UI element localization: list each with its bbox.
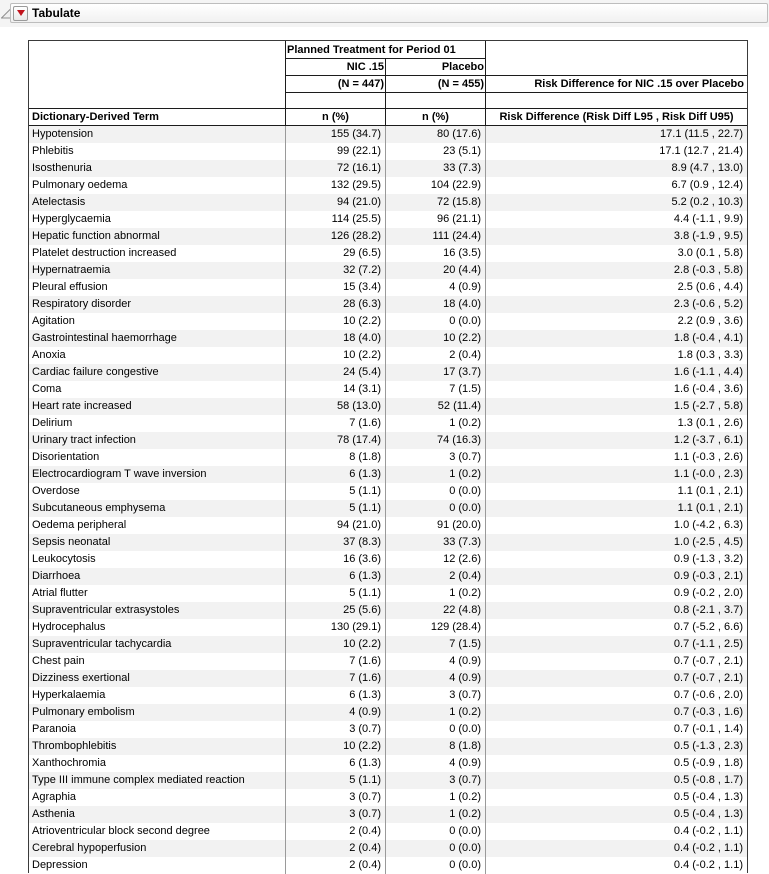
placebo-value-cell: 10 (2.2)	[385, 330, 485, 347]
risk-value-cell: 0.7 (-0.7 , 2.1)	[485, 670, 747, 687]
placebo-value-cell: 91 (20.0)	[385, 517, 485, 534]
nic-value-cell: 126 (28.2)	[285, 228, 385, 245]
placebo-value-cell: 33 (7.3)	[385, 534, 485, 551]
nic-value-cell: 94 (21.0)	[285, 194, 385, 211]
nic-value-cell: 3 (0.7)	[285, 721, 385, 738]
table-row[interactable]	[29, 160, 747, 177]
risk-value-cell: 0.8 (-2.1 , 3.7)	[485, 602, 747, 619]
column-divider	[285, 126, 286, 874]
nic-value-cell: 58 (13.0)	[285, 398, 385, 415]
risk-value-cell: 0.5 (-0.9 , 1.8)	[485, 755, 747, 772]
placebo-stat-header: n (%)	[386, 109, 485, 125]
table-row[interactable]	[29, 568, 747, 585]
term-cell: Overdose	[29, 483, 285, 500]
placebo-value-cell: 0 (0.0)	[385, 500, 485, 517]
term-cell: Electrocardiogram T wave inversion	[29, 466, 285, 483]
term-cell: Urinary tract infection	[29, 432, 285, 449]
table-row[interactable]	[29, 194, 747, 211]
placebo-value-cell: 0 (0.0)	[385, 721, 485, 738]
placebo-value-cell: 1 (0.2)	[385, 704, 485, 721]
table-row[interactable]	[29, 806, 747, 823]
risk-value-cell: 17.1 (11.5 , 22.7)	[485, 126, 747, 143]
nic-value-cell: 5 (1.1)	[285, 585, 385, 602]
term-cell: Asthenia	[29, 806, 285, 823]
nic-value-cell: 6 (1.3)	[285, 687, 385, 704]
table-row[interactable]	[29, 551, 747, 568]
term-cell: Pulmonary oedema	[29, 177, 285, 194]
placebo-value-cell: 111 (24.4)	[385, 228, 485, 245]
nic-value-cell: 132 (29.5)	[285, 177, 385, 194]
column-divider	[385, 126, 386, 874]
table-row[interactable]	[29, 670, 747, 687]
term-cell: Chest pain	[29, 653, 285, 670]
nic-value-cell: 7 (1.6)	[285, 670, 385, 687]
table-row[interactable]	[29, 857, 747, 874]
term-cell: Subcutaneous emphysema	[29, 500, 285, 517]
nic-value-cell: 24 (5.4)	[285, 364, 385, 381]
header-divider	[285, 58, 486, 59]
term-cell: Type III immune complex mediated reaction	[29, 772, 285, 789]
term-cell: Hyperkalaemia	[29, 687, 285, 704]
risk-value-cell: 0.5 (-0.4 , 1.3)	[485, 789, 747, 806]
risk-value-cell: 8.9 (4.7 , 13.0)	[485, 160, 747, 177]
table-row[interactable]	[29, 245, 747, 262]
nic-value-cell: 6 (1.3)	[285, 466, 385, 483]
nic-value-cell: 10 (2.2)	[285, 347, 385, 364]
nic-value-cell: 10 (2.2)	[285, 738, 385, 755]
risk-value-cell: 0.4 (-0.2 , 1.1)	[485, 857, 747, 874]
placebo-value-cell: 3 (0.7)	[385, 687, 485, 704]
placebo-n-label: (N = 455)	[387, 76, 484, 92]
term-cell: Hepatic function abnormal	[29, 228, 285, 245]
header-divider	[285, 75, 747, 76]
nic-value-cell: 10 (2.2)	[285, 636, 385, 653]
placebo-value-cell: 23 (5.1)	[385, 143, 485, 160]
nic-value-cell: 37 (8.3)	[285, 534, 385, 551]
term-column-header: Dictionary-Derived Term	[32, 109, 282, 125]
placebo-value-cell: 52 (11.4)	[385, 398, 485, 415]
risk-value-cell: 3.8 (-1.9 , 9.5)	[485, 228, 747, 245]
placebo-value-cell: 1 (0.2)	[385, 806, 485, 823]
table-row[interactable]	[29, 466, 747, 483]
table-row[interactable]	[29, 789, 747, 806]
risk-value-cell: 1.0 (-2.5 , 4.5)	[485, 534, 747, 551]
risk-value-cell: 1.0 (-4.2 , 6.3)	[485, 517, 747, 534]
nic-value-cell: 15 (3.4)	[285, 279, 385, 296]
table-body	[29, 126, 747, 874]
header-divider	[29, 108, 747, 109]
placebo-value-cell: 22 (4.8)	[385, 602, 485, 619]
term-cell: Gastrointestinal haemorrhage	[29, 330, 285, 347]
risk-value-cell: 1.1 (-0.3 , 2.6)	[485, 449, 747, 466]
nic-value-cell: 2 (0.4)	[285, 857, 385, 874]
nic-value-cell: 78 (17.4)	[285, 432, 385, 449]
risk-value-cell: 0.7 (-0.1 , 1.4)	[485, 721, 747, 738]
placebo-value-cell: 4 (0.9)	[385, 653, 485, 670]
term-cell: Atrioventricular block second degree	[29, 823, 285, 840]
placebo-value-cell: 17 (3.7)	[385, 364, 485, 381]
nic-value-cell: 130 (29.1)	[285, 619, 385, 636]
term-cell: Atelectasis	[29, 194, 285, 211]
nic-value-cell: 2 (0.4)	[285, 823, 385, 840]
term-cell: Coma	[29, 381, 285, 398]
nic-value-cell: 3 (0.7)	[285, 806, 385, 823]
risk-value-cell: 0.9 (-0.3 , 2.1)	[485, 568, 747, 585]
nic-value-cell: 5 (1.1)	[285, 483, 385, 500]
risk-value-cell: 2.5 (0.6 , 4.4)	[485, 279, 747, 296]
group-header-cell: Planned Treatment for Period 01	[287, 42, 485, 58]
table-row[interactable]	[29, 381, 747, 398]
placebo-value-cell: 96 (21.1)	[385, 211, 485, 228]
placebo-value-cell: 2 (0.4)	[385, 347, 485, 364]
table-row[interactable]	[29, 432, 747, 449]
header-divider	[285, 92, 747, 93]
risk-value-cell: 1.3 (0.1 , 2.6)	[485, 415, 747, 432]
table-row[interactable]	[29, 228, 747, 245]
nic-value-cell: 4 (0.9)	[285, 704, 385, 721]
table-row[interactable]	[29, 296, 747, 313]
term-cell: Cerebral hypoperfusion	[29, 840, 285, 857]
red-triangle-menu-button[interactable]	[13, 6, 28, 21]
term-cell: Agitation	[29, 313, 285, 330]
term-cell: Hypotension	[29, 126, 285, 143]
table-row[interactable]	[29, 687, 747, 704]
placebo-value-cell: 2 (0.4)	[385, 568, 485, 585]
risk-value-cell: 4.4 (-1.1 , 9.9)	[485, 211, 747, 228]
term-cell: Diarrhoea	[29, 568, 285, 585]
placebo-value-cell: 0 (0.0)	[385, 823, 485, 840]
table-row[interactable]	[29, 840, 747, 857]
placebo-value-cell: 12 (2.6)	[385, 551, 485, 568]
table-row[interactable]	[29, 534, 747, 551]
term-cell: Oedema peripheral	[29, 517, 285, 534]
table-row[interactable]	[29, 449, 747, 466]
risk-value-cell: 0.5 (-1.3 , 2.3)	[485, 738, 747, 755]
placebo-value-cell: 104 (22.9)	[385, 177, 485, 194]
term-cell: Paranoia	[29, 721, 285, 738]
placebo-value-cell: 16 (3.5)	[385, 245, 485, 262]
term-cell: Agraphia	[29, 789, 285, 806]
placebo-value-cell: 74 (16.3)	[385, 432, 485, 449]
term-cell: Cardiac failure congestive	[29, 364, 285, 381]
risk-value-cell: 0.5 (-0.8 , 1.7)	[485, 772, 747, 789]
nic-value-cell: 114 (25.5)	[285, 211, 385, 228]
term-cell: Delirium	[29, 415, 285, 432]
nic-value-cell: 29 (6.5)	[285, 245, 385, 262]
table-row[interactable]	[29, 143, 747, 160]
risk-value-cell: 1.1 (-0.0 , 2.3)	[485, 466, 747, 483]
risk-value-cell: 2.8 (-0.3 , 5.8)	[485, 262, 747, 279]
nic-value-cell: 8 (1.8)	[285, 449, 385, 466]
nic-value-cell: 155 (34.7)	[285, 126, 385, 143]
outline-title: Tabulate	[32, 6, 80, 20]
nic-value-cell: 72 (16.1)	[285, 160, 385, 177]
placebo-value-cell: 3 (0.7)	[385, 772, 485, 789]
table-row[interactable]	[29, 398, 747, 415]
tabulate-table	[28, 40, 748, 873]
table-row[interactable]	[29, 126, 747, 143]
nic-value-cell: 16 (3.6)	[285, 551, 385, 568]
table-row[interactable]	[29, 517, 747, 534]
table-row[interactable]	[29, 619, 747, 636]
nic-value-cell: 25 (5.6)	[285, 602, 385, 619]
risk-value-cell: 0.9 (-1.3 , 3.2)	[485, 551, 747, 568]
term-cell: Atrial flutter	[29, 585, 285, 602]
nic-value-cell: 14 (3.1)	[285, 381, 385, 398]
risk-value-cell: 6.7 (0.9 , 12.4)	[485, 177, 747, 194]
placebo-value-cell: 3 (0.7)	[385, 449, 485, 466]
term-cell: Xanthochromia	[29, 755, 285, 772]
risk-value-cell: 0.7 (-1.1 , 2.5)	[485, 636, 747, 653]
placebo-value-cell: 1 (0.2)	[385, 789, 485, 806]
term-cell: Heart rate increased	[29, 398, 285, 415]
term-cell: Thrombophlebitis	[29, 738, 285, 755]
risk-value-cell: 1.5 (-2.7 , 5.8)	[485, 398, 747, 415]
placebo-value-cell: 4 (0.9)	[385, 279, 485, 296]
table-row[interactable]	[29, 755, 747, 772]
risk-value-cell: 1.2 (-3.7 , 6.1)	[485, 432, 747, 449]
risk-value-cell: 1.1 (0.1 , 2.1)	[485, 500, 747, 517]
risk-value-cell: 0.7 (-5.2 , 6.6)	[485, 619, 747, 636]
risk-value-cell: 2.3 (-0.6 , 5.2)	[485, 296, 747, 313]
placebo-value-cell: 0 (0.0)	[385, 313, 485, 330]
term-cell: Pulmonary embolism	[29, 704, 285, 721]
nic-value-cell: 99 (22.1)	[285, 143, 385, 160]
risk-value-cell: 1.6 (-0.4 , 3.6)	[485, 381, 747, 398]
nic-value-cell: 32 (7.2)	[285, 262, 385, 279]
risk-value-cell: 17.1 (12.7 , 21.4)	[485, 143, 747, 160]
nic-value-cell: 28 (6.3)	[285, 296, 385, 313]
term-cell: Isosthenuria	[29, 160, 285, 177]
placebo-value-cell: 4 (0.9)	[385, 670, 485, 687]
risk-value-cell: 0.9 (-0.2 , 2.0)	[485, 585, 747, 602]
nic-n-label: (N = 447)	[286, 76, 384, 92]
placebo-value-cell: 33 (7.3)	[385, 160, 485, 177]
term-cell: Sepsis neonatal	[29, 534, 285, 551]
table-row[interactable]	[29, 772, 747, 789]
risk-stat-header: Risk Difference (Risk Diff L95 , Risk Diff U95)	[486, 109, 747, 125]
table-row[interactable]	[29, 483, 747, 500]
term-cell: Hyperglycaemia	[29, 211, 285, 228]
nic-value-cell: 18 (4.0)	[285, 330, 385, 347]
risk-header-cell: Risk Difference for NIC .15 over Placebo	[486, 76, 744, 92]
table-row[interactable]	[29, 602, 747, 619]
nic-value-cell: 6 (1.3)	[285, 755, 385, 772]
table-row[interactable]	[29, 823, 747, 840]
nic-value-cell: 10 (2.2)	[285, 313, 385, 330]
nic-value-cell: 7 (1.6)	[285, 415, 385, 432]
placebo-value-cell: 129 (28.4)	[385, 619, 485, 636]
placebo-value-cell: 7 (1.5)	[385, 381, 485, 398]
risk-value-cell: 0.7 (-0.6 , 2.0)	[485, 687, 747, 704]
group-nic-label: NIC .15	[286, 59, 384, 75]
placebo-value-cell: 0 (0.0)	[385, 483, 485, 500]
table-row[interactable]	[29, 177, 747, 194]
risk-value-cell: 0.4 (-0.2 , 1.1)	[485, 840, 747, 857]
placebo-value-cell: 0 (0.0)	[385, 857, 485, 874]
placebo-value-cell: 7 (1.5)	[385, 636, 485, 653]
placebo-value-cell: 80 (17.6)	[385, 126, 485, 143]
risk-value-cell: 1.6 (-1.1 , 4.4)	[485, 364, 747, 381]
risk-value-cell: 3.0 (0.1 , 5.8)	[485, 245, 747, 262]
placebo-value-cell: 8 (1.8)	[385, 738, 485, 755]
term-cell: Anoxia	[29, 347, 285, 364]
term-cell: Disorientation	[29, 449, 285, 466]
table-row[interactable]	[29, 330, 747, 347]
risk-value-cell: 0.4 (-0.2 , 1.1)	[485, 823, 747, 840]
table-row[interactable]	[29, 721, 747, 738]
placebo-value-cell: 1 (0.2)	[385, 585, 485, 602]
nic-value-cell: 2 (0.4)	[285, 840, 385, 857]
placebo-value-cell: 72 (15.8)	[385, 194, 485, 211]
risk-value-cell: 1.8 (-0.4 , 4.1)	[485, 330, 747, 347]
nic-value-cell: 7 (1.6)	[285, 653, 385, 670]
nic-value-cell: 3 (0.7)	[285, 789, 385, 806]
table-row[interactable]	[29, 738, 747, 755]
risk-value-cell: 1.8 (0.3 , 3.3)	[485, 347, 747, 364]
placebo-value-cell: 4 (0.9)	[385, 755, 485, 772]
term-cell: Respiratory disorder	[29, 296, 285, 313]
term-cell: Dizziness exertional	[29, 670, 285, 687]
risk-value-cell: 0.7 (-0.7 , 2.1)	[485, 653, 747, 670]
term-cell: Supraventricular extrasystoles	[29, 602, 285, 619]
nic-value-cell: 5 (1.1)	[285, 500, 385, 517]
placebo-value-cell: 1 (0.2)	[385, 415, 485, 432]
table-row[interactable]	[29, 415, 747, 432]
table-row[interactable]	[29, 636, 747, 653]
outline-header	[10, 3, 768, 23]
table-row[interactable]	[29, 364, 747, 381]
table-row[interactable]	[29, 347, 747, 364]
risk-value-cell: 1.1 (0.1 , 2.1)	[485, 483, 747, 500]
term-cell: Depression	[29, 857, 285, 874]
term-cell: Supraventricular tachycardia	[29, 636, 285, 653]
table-row[interactable]	[29, 585, 747, 602]
risk-value-cell: 0.7 (-0.3 , 1.6)	[485, 704, 747, 721]
table-row[interactable]	[29, 262, 747, 279]
nic-value-cell: 6 (1.3)	[285, 568, 385, 585]
placebo-value-cell: 0 (0.0)	[385, 840, 485, 857]
term-cell: Leukocytosis	[29, 551, 285, 568]
placebo-value-cell: 18 (4.0)	[385, 296, 485, 313]
table-row[interactable]	[29, 704, 747, 721]
nic-value-cell: 94 (21.0)	[285, 517, 385, 534]
column-divider	[485, 126, 486, 874]
table-header	[29, 41, 747, 125]
table-row[interactable]	[29, 279, 747, 296]
table-row[interactable]	[29, 313, 747, 330]
table-row[interactable]	[29, 653, 747, 670]
red-triangle-icon	[17, 10, 25, 16]
placebo-value-cell: 1 (0.2)	[385, 466, 485, 483]
term-cell: Pleural effusion	[29, 279, 285, 296]
nic-stat-header: n (%)	[286, 109, 385, 125]
header-divider	[285, 41, 286, 125]
table-row[interactable]	[29, 211, 747, 228]
nic-value-cell: 5 (1.1)	[285, 772, 385, 789]
term-cell: Hypernatraemia	[29, 262, 285, 279]
group-placebo-label: Placebo	[387, 59, 484, 75]
term-cell: Hydrocephalus	[29, 619, 285, 636]
placebo-value-cell: 20 (4.4)	[385, 262, 485, 279]
risk-value-cell: 0.5 (-0.4 , 1.3)	[485, 806, 747, 823]
risk-value-cell: 5.2 (0.2 , 10.3)	[485, 194, 747, 211]
term-cell: Platelet destruction increased	[29, 245, 285, 262]
risk-value-cell: 2.2 (0.9 , 3.6)	[485, 313, 747, 330]
header-divider	[485, 41, 486, 125]
table-row[interactable]	[29, 500, 747, 517]
term-cell: Phlebitis	[29, 143, 285, 160]
